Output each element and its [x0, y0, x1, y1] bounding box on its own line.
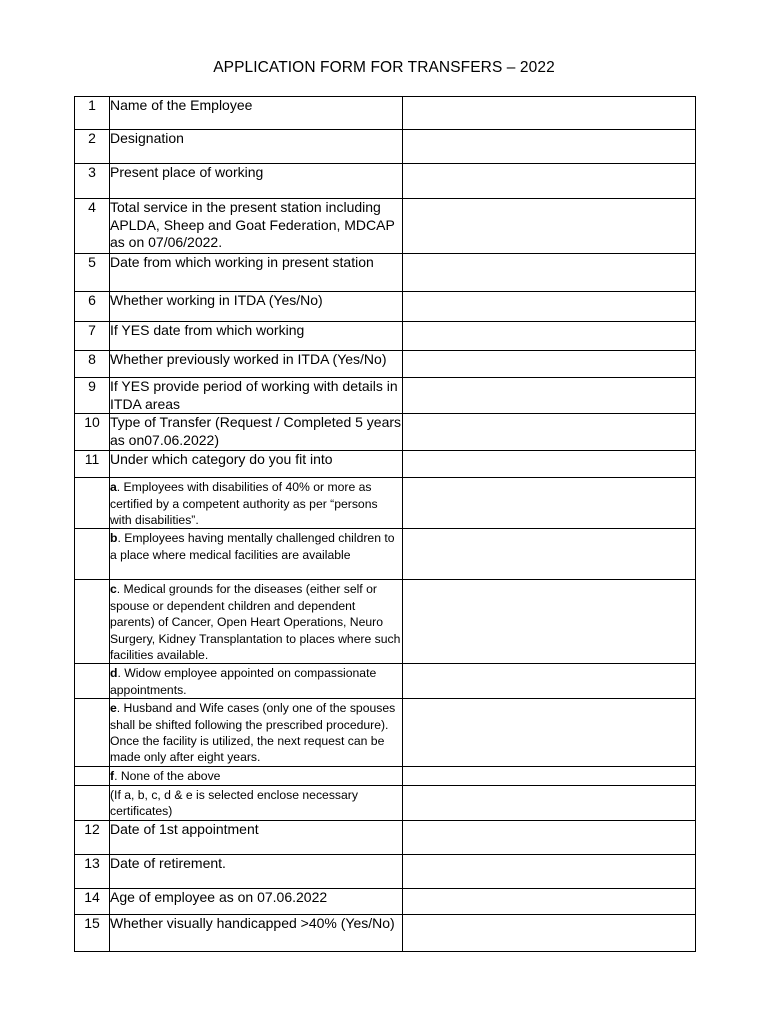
row-label: If YES date from which working	[110, 322, 403, 351]
form-row-9	[75, 378, 696, 414]
option-text: . Husband and Wife cases (only one of the spouses shall be shifted following the prescribed procedure). Once the facility is utilized, the next request can be made only after eight years.	[110, 701, 396, 765]
option-text: . Employees having mentally challenged children to a place where medical facilities are available	[110, 531, 395, 562]
form-row-11f	[75, 766, 696, 785]
designation-field[interactable]	[403, 130, 696, 164]
row-label: Total service in the present station including APLDA, Sheep and Goat Federation, MDCAP as on 07/06/2022.	[110, 199, 403, 254]
category-a-field[interactable]	[403, 478, 696, 529]
form-row-14	[75, 888, 696, 914]
form-row-13	[75, 854, 696, 888]
category-d-field[interactable]	[403, 664, 696, 699]
option-letter: a	[110, 480, 117, 495]
form-row-11a	[75, 478, 696, 529]
row-label: Date of 1st appointment	[110, 820, 403, 854]
row-number: 7	[75, 322, 110, 351]
working-in-itda-field[interactable]	[403, 292, 696, 322]
retirement-date-field[interactable]	[403, 854, 696, 888]
form-row-10	[75, 414, 696, 451]
category-b-field[interactable]	[403, 529, 696, 580]
row-label: Date from which working in present station	[110, 254, 403, 292]
row-number: 15	[75, 914, 110, 951]
row-label: Whether visually handicapped >40% (Yes/No)	[110, 914, 403, 951]
row-number: 11	[75, 451, 110, 478]
category-e-field[interactable]	[403, 699, 696, 767]
row-number: 1	[75, 97, 110, 130]
row-number	[75, 529, 110, 580]
row-label: Type of Transfer (Request / Completed 5 years as on07.06.2022)	[110, 414, 403, 451]
row-number	[75, 766, 110, 785]
itda-date-field[interactable]	[403, 322, 696, 351]
form-row-3	[75, 164, 696, 199]
option-text: . Widow employee appointed on compassionate appointments.	[110, 666, 377, 697]
row-number: 8	[75, 351, 110, 378]
form-row-15	[75, 914, 696, 951]
row-label: Designation	[110, 130, 403, 164]
category-b-label	[110, 529, 403, 580]
itda-period-field[interactable]	[403, 378, 696, 414]
previously-itda-field[interactable]	[403, 351, 696, 378]
option-letter: e	[110, 701, 117, 716]
form-row-2	[75, 130, 696, 164]
row-label: Present place of working	[110, 164, 403, 199]
row-number	[75, 699, 110, 767]
category-c-field[interactable]	[403, 580, 696, 664]
certificate-note: (If a, b, c, d & e is selected enclose necessary certificates)	[110, 785, 403, 820]
row-number	[75, 580, 110, 664]
category-a-label	[110, 478, 403, 529]
form-row-5	[75, 254, 696, 292]
row-number: 5	[75, 254, 110, 292]
present-place-field[interactable]	[403, 164, 696, 199]
form-row-1	[75, 97, 696, 130]
row-number: 10	[75, 414, 110, 451]
option-text: . Medical grounds for the diseases (either self or spouse or dependent children and dependent parents) of Cancer, Open Heart Operations, Neuro Surgery, Kidney Transplantation to places where such facilities available.	[110, 582, 401, 663]
category-field[interactable]	[403, 451, 696, 478]
form-row-12	[75, 820, 696, 854]
row-number: 12	[75, 820, 110, 854]
form-row-7	[75, 322, 696, 351]
category-f-field[interactable]	[403, 766, 696, 785]
option-letter: c	[110, 582, 117, 597]
application-form-table	[74, 96, 696, 952]
row-number: 4	[75, 199, 110, 254]
form-row-11c	[75, 580, 696, 664]
category-f-label	[110, 766, 403, 785]
row-number	[75, 785, 110, 820]
row-label: Name of the Employee	[110, 97, 403, 130]
row-label: Whether working in ITDA (Yes/No)	[110, 292, 403, 322]
form-row-11	[75, 451, 696, 478]
age-field[interactable]	[403, 888, 696, 914]
row-label: Age of employee as on 07.06.2022	[110, 888, 403, 914]
option-letter: f	[110, 768, 115, 783]
form-row-11d	[75, 664, 696, 699]
row-number: 13	[75, 854, 110, 888]
first-appointment-field[interactable]	[403, 820, 696, 854]
row-label: Whether previously worked in ITDA (Yes/No)	[110, 351, 403, 378]
category-c-label	[110, 580, 403, 664]
form-row-6	[75, 292, 696, 322]
form-row-11e	[75, 699, 696, 767]
category-e-label	[110, 699, 403, 767]
option-letter: d	[110, 666, 118, 681]
form-row-4	[75, 199, 696, 254]
employee-name-field[interactable]	[403, 97, 696, 130]
transfer-type-field[interactable]	[403, 414, 696, 451]
row-number	[75, 664, 110, 699]
present-station-date-field[interactable]	[403, 254, 696, 292]
row-number	[75, 478, 110, 529]
visually-handicapped-field[interactable]	[403, 914, 696, 951]
row-label: If YES provide period of working with details in ITDA areas	[110, 378, 403, 414]
certificate-field[interactable]	[403, 785, 696, 820]
row-number: 6	[75, 292, 110, 322]
form-row-8	[75, 351, 696, 378]
total-service-field[interactable]	[403, 199, 696, 254]
option-text: . None of the above	[114, 768, 221, 783]
row-number: 14	[75, 888, 110, 914]
form-row-11b	[75, 529, 696, 580]
row-label: Date of retirement.	[110, 854, 403, 888]
form-title: APPLICATION FORM FOR TRANSFERS – 2022	[213, 59, 555, 76]
category-d-label	[110, 664, 403, 699]
row-number: 3	[75, 164, 110, 199]
row-number: 9	[75, 378, 110, 414]
form-row-11-note	[75, 785, 696, 820]
option-text: . Employees with disabilities of 40% or more as certified by a competent authority as per “persons with disabilities”.	[110, 480, 378, 527]
row-number: 2	[75, 130, 110, 164]
row-label: Under which category do you fit into	[110, 451, 403, 478]
option-letter: b	[110, 531, 118, 546]
